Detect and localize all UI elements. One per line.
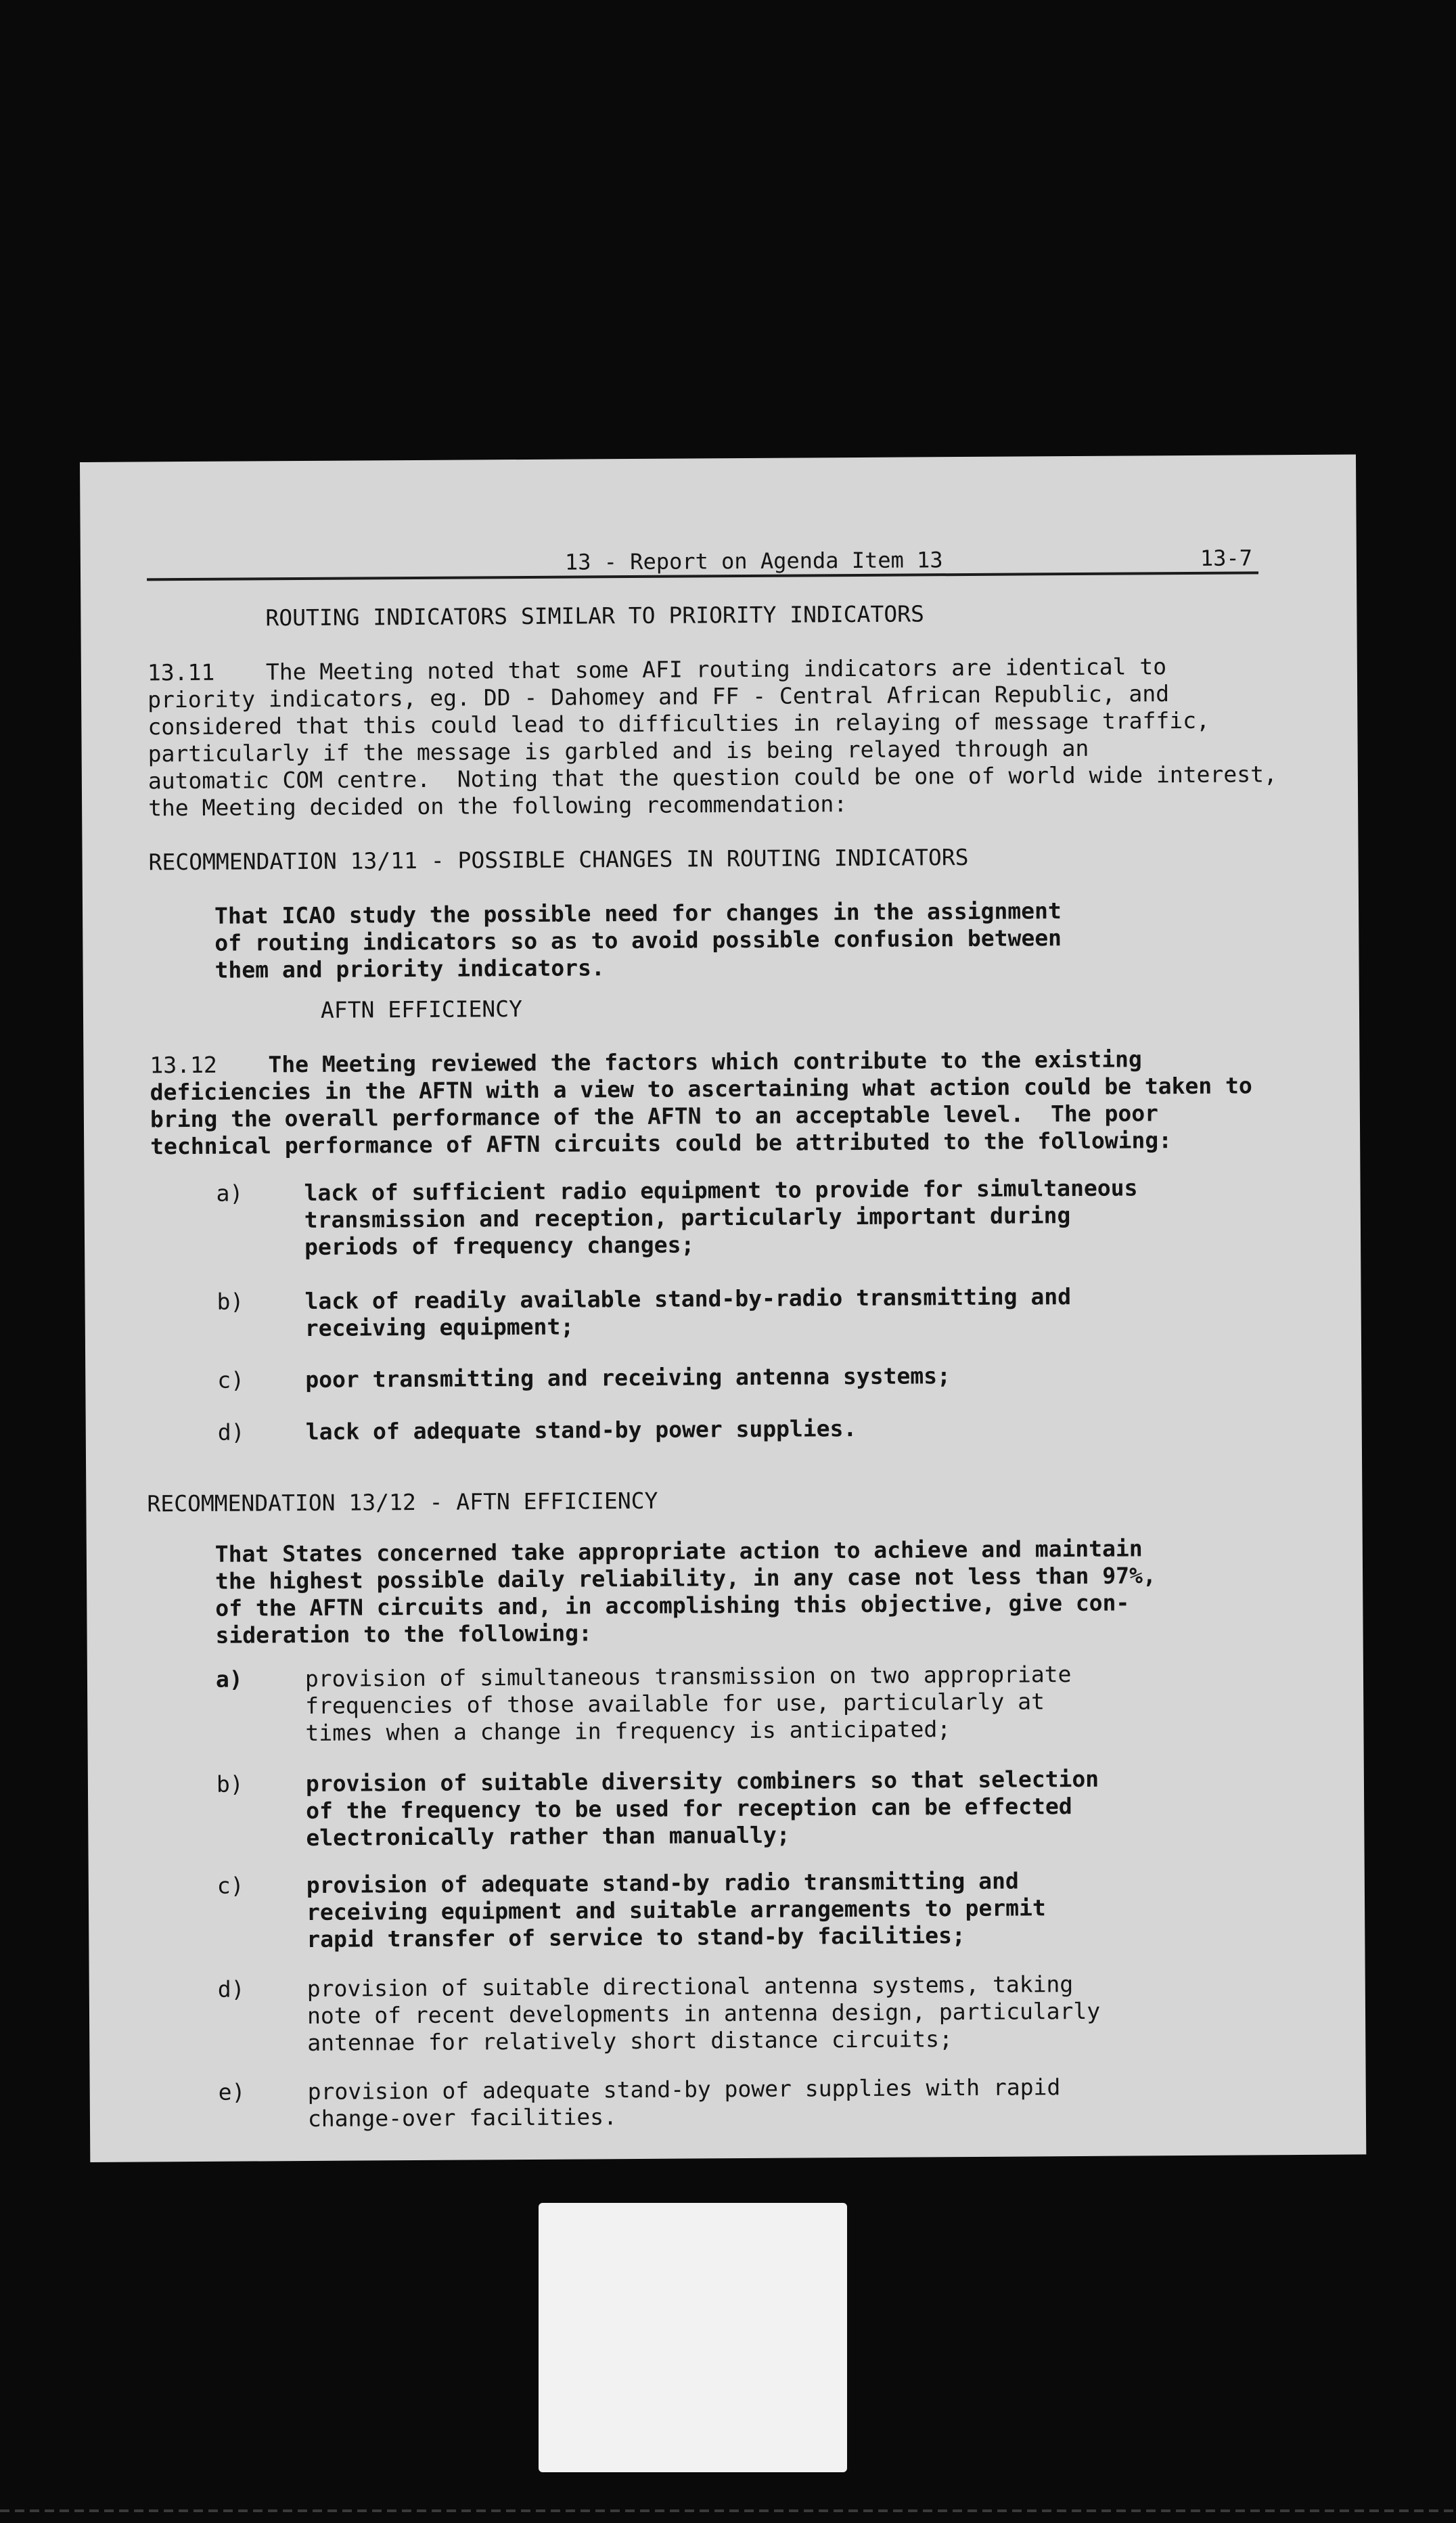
list-item-line: of the frequency to be used for reception can be effected (306, 1793, 1072, 1824)
paragraph-13-11-line-2: priority indicators, eg. DD - Dahomey and FF - Central African Republic, and (147, 680, 1170, 713)
list-item-line: receiving equipment and suitable arrangements to permit (306, 1894, 1046, 1925)
list-item-line: provision of suitable diversity combiners so that selection (305, 1765, 1099, 1797)
list-item-line: rapid transfer of service to stand-by facilities; (306, 1922, 965, 1952)
list-item-line: electronically rather than manually; (306, 1821, 790, 1851)
list-item-label: c) (217, 1366, 245, 1393)
list-item-label: d) (217, 1419, 245, 1446)
list-item-label: a) (216, 1180, 244, 1207)
list-item-line: frequencies of those available for use, particularly at (305, 1688, 1045, 1719)
list-item-label: a) (215, 1666, 243, 1693)
recommendation-13-12-line-3: of the AFTN circuits and, in accomplishing this objective, give con- (215, 1589, 1130, 1622)
list-item-line: change-over facilities. (307, 2103, 618, 2132)
list-item-line: provision of simultaneous transmission on two appropriate (304, 1661, 1072, 1692)
list-item-line: poor transmitting and receiving antenna systems; (305, 1362, 951, 1393)
recommendation-13-12-line-2: the highest possible daily reliability, in any case not less than 97%, (214, 1562, 1156, 1594)
paragraph-13-12-line-3: bring the overall performance of the AFTN to an acceptable level. The poor (150, 1100, 1159, 1133)
list-item-line: times when a change in frequency is anticipated; (305, 1716, 951, 1746)
paragraph-13-12-line-2: deficiencies in the AFTN with a view to ascertaining what action could be taken to (150, 1072, 1252, 1106)
recommendation-13-11-line-1: That ICAO study the possible need for changes in the assignment (214, 897, 1062, 929)
paragraph-number-13-11: 13.11 (147, 658, 215, 686)
list-item-line: provision of adequate stand-by radio transmitting and (306, 1867, 1019, 1898)
list-item-label: e) (218, 2078, 246, 2105)
paragraph-13-12-line-4: technical performance of AFTN circuits could be attributed to the following: (150, 1127, 1173, 1160)
blank-target-card (539, 2203, 847, 2472)
recommendation-13-11-line-3: them and priority indicators. (214, 954, 605, 983)
paragraph-13-11-line-3: considered that this could lead to difficulties in relaying of message traffic, (147, 707, 1210, 740)
section-heading-aftn-efficiency: AFTN EFFICIENCY (320, 996, 523, 1023)
running-header: 13 - Report on Agenda Item 13 (564, 547, 943, 575)
list-item-line: antennae for relatively short distance circuits; (307, 2026, 953, 2056)
list-item-label: b) (217, 1288, 244, 1315)
list-item-label: c) (217, 1872, 244, 1899)
recommendation-13-11-line-2: of routing indicators so as to avoid possible confusion between (214, 924, 1062, 956)
paragraph-13-11-line-4: particularly if the message is garbled and is being relayed through an (147, 734, 1089, 767)
recommendation-13-12-title: RECOMMENDATION 13/12 - AFTN EFFICIENCY (147, 1487, 658, 1517)
recommendation-13-12-line-4: sideration to the following: (215, 1620, 592, 1649)
list-item-line: receiving equipment; (304, 1313, 574, 1341)
paragraph-number-13-12: 13.12 (150, 1051, 217, 1079)
list-item-label: d) (217, 1975, 245, 2003)
list-item-line: transmission and reception, particularly important during (304, 1202, 1071, 1233)
recommendation-13-11-title: RECOMMENDATION 13/11 - POSSIBLE CHANGES IN ROUTING INDICATORS (148, 843, 969, 876)
list-item-line: note of recent developments in antenna design, particularly (306, 1997, 1101, 2029)
recommendation-13-12-line-1: That States concerned take appropriate action to achieve and maintain (214, 1535, 1143, 1567)
list-item-label: b) (216, 1770, 244, 1798)
paragraph-13-12-line-1: The Meeting reviewed the factors which contribute to the existing (268, 1046, 1142, 1078)
paragraph-13-11-line-5: automatic COM centre. Noting that the question could be one of world wide interest, (147, 761, 1277, 795)
paragraph-13-11-line-1: The Meeting noted that some AFI routing indicators are identical to (265, 653, 1167, 686)
list-item-line: lack of readily available stand-by-radio transmitting and (304, 1283, 1072, 1314)
list-item-line: lack of sufficient radio equipment to provide for simultaneous (304, 1174, 1138, 1206)
page-number: 13-7 (1200, 545, 1253, 571)
paragraph-13-11-line-6: the Meeting decided on the following recommendation: (148, 790, 848, 822)
list-item-line: provision of suitable directional antenna systems, taking (306, 1971, 1074, 2002)
section-heading-routing-indicators: ROUTING INDICATORS SIMILAR TO PRIORITY INDICATORS (265, 600, 925, 631)
list-item-line: periods of frequency changes; (304, 1231, 695, 1260)
scan-edge-line (0, 2509, 1456, 2512)
list-item-line: lack of adequate stand-by power supplies. (305, 1415, 857, 1445)
list-item-line: provision of adequate stand-by power supplies with rapid (307, 2074, 1061, 2105)
document-page (80, 454, 1366, 2162)
